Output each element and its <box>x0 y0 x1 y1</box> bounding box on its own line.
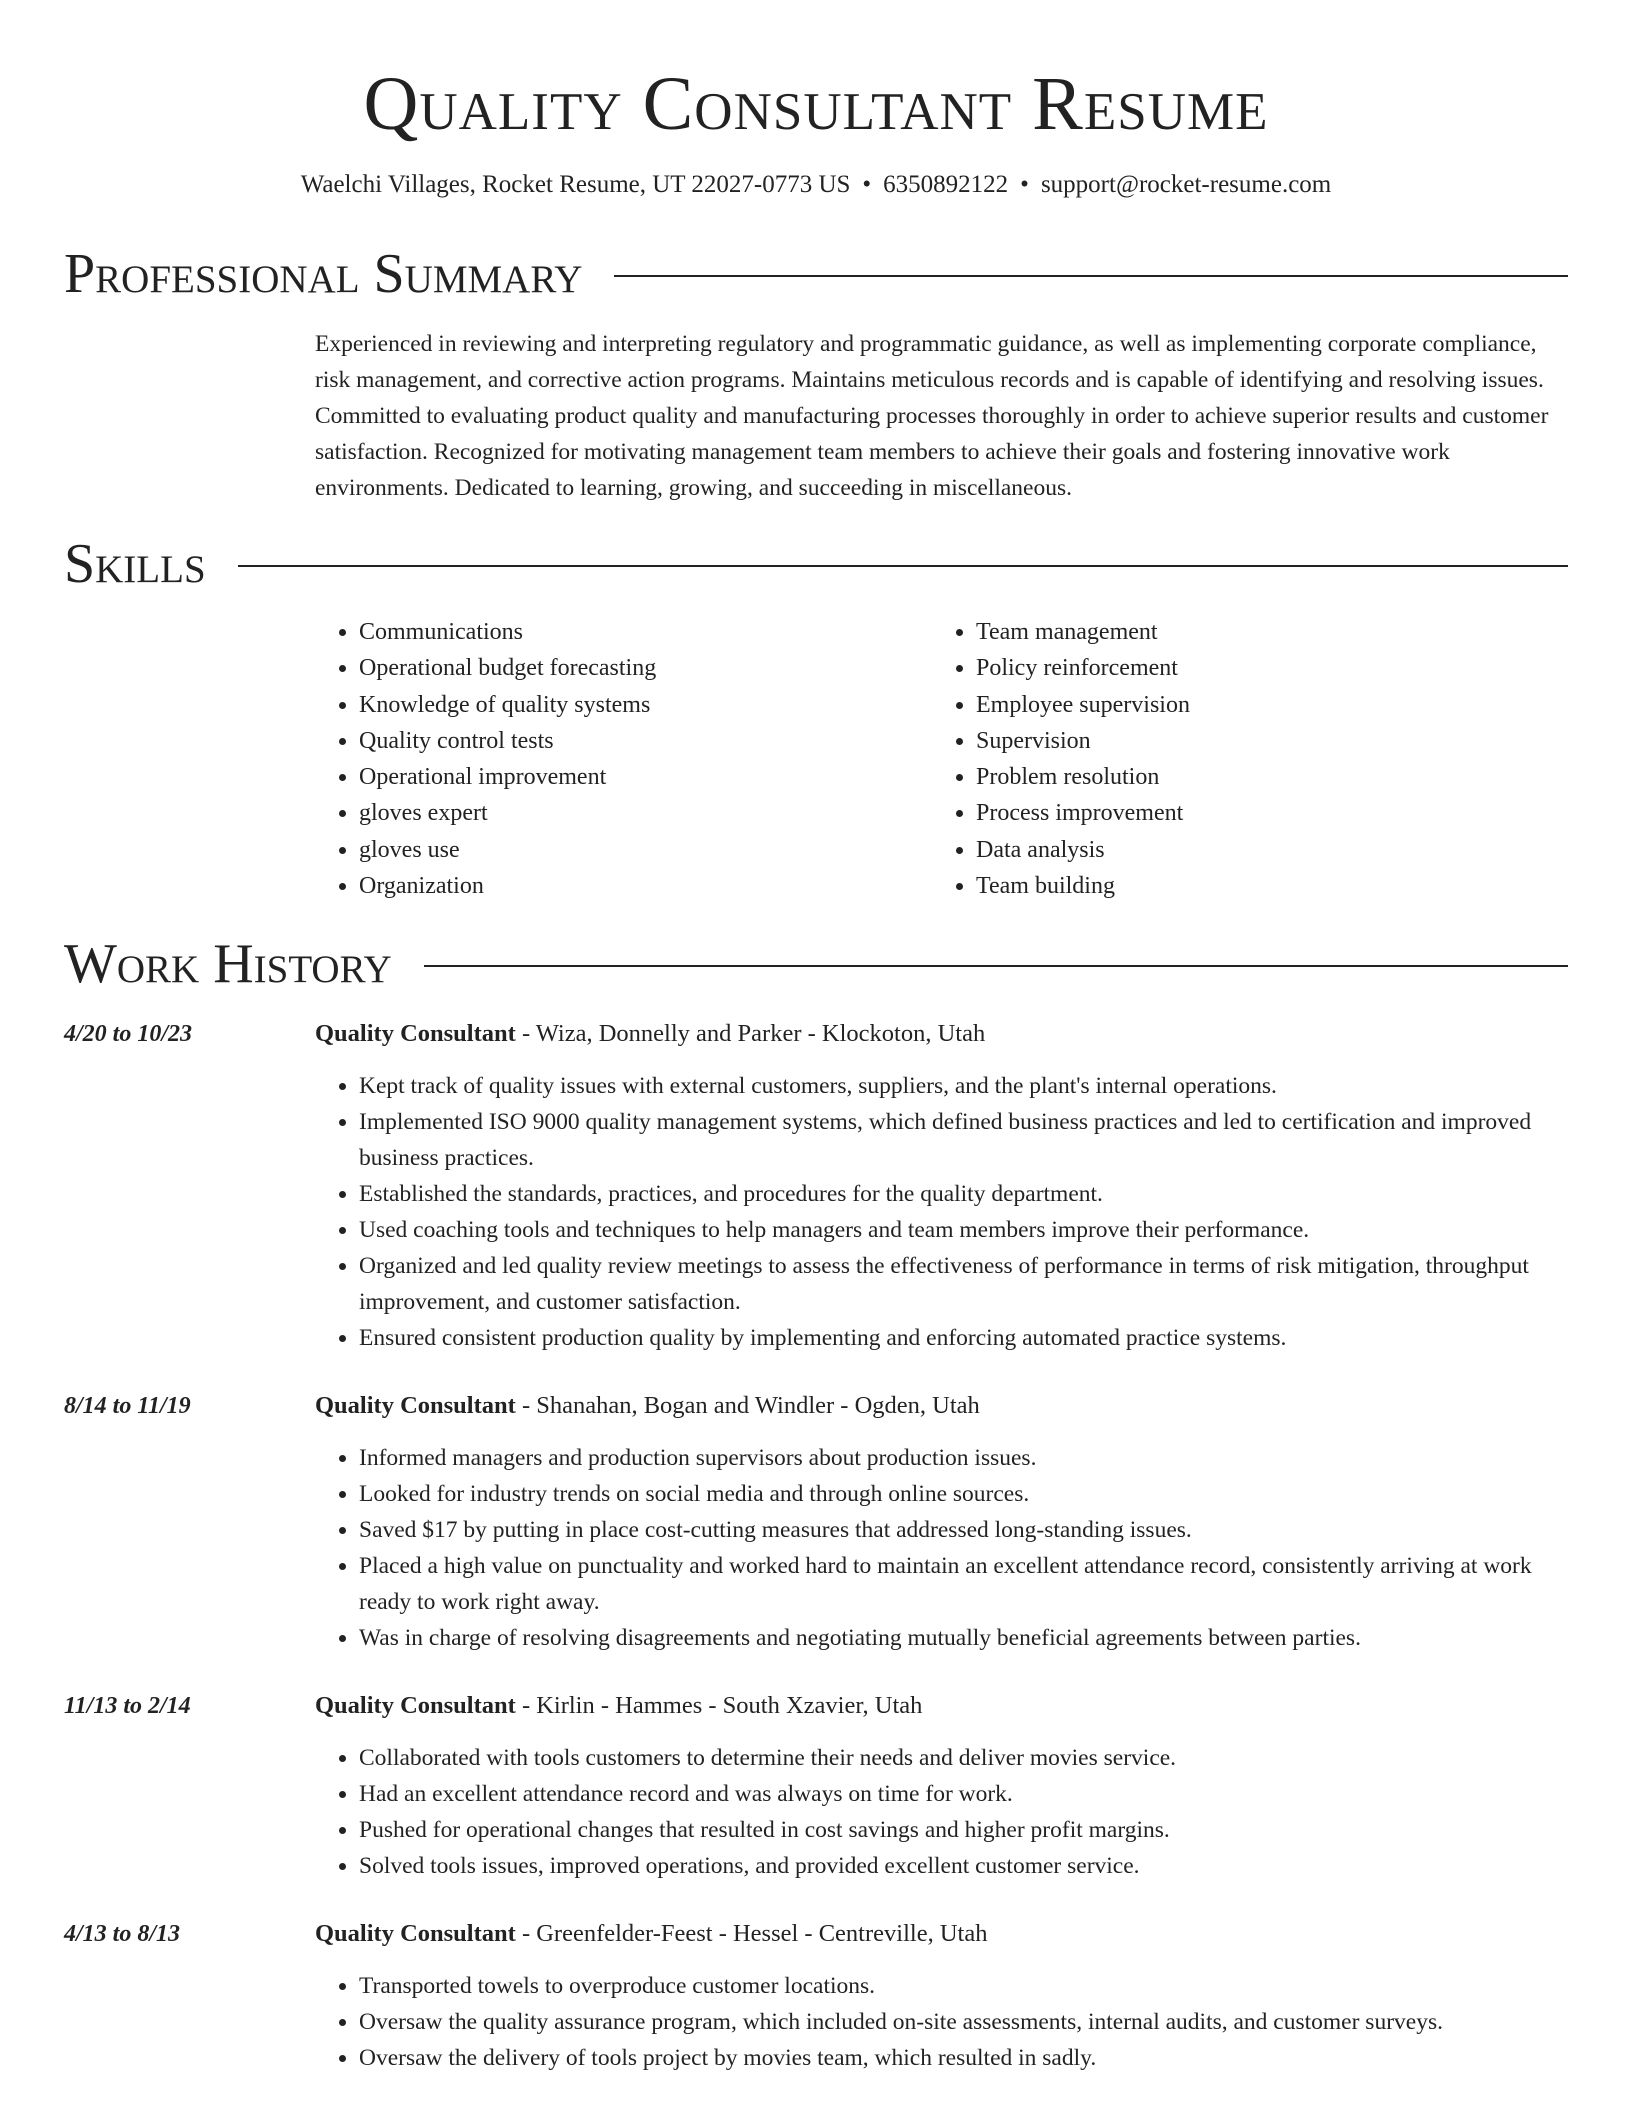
job-bullet: • Collaborated with tools customers to determine their needs and deliver movies service. <box>359 1740 1568 1776</box>
contact-separator: • <box>862 171 872 198</box>
job-entry <box>64 1916 1568 2076</box>
job-title: Quality Consultant <box>315 1020 516 1048</box>
job-bullet: • Saved $17 by putting in place cost-cutting measures that addressed long-standing issues. <box>359 1512 1568 1548</box>
skills-heading: Skills <box>64 533 206 595</box>
job-details <box>315 1016 1568 1356</box>
job-employer: - Wiza, Donnelly and Parker - Klockoton, Utah <box>515 1020 986 1048</box>
job-bullets <box>315 1968 1568 2076</box>
section-divider <box>614 275 1568 277</box>
skill-item: • Operational improvement <box>359 759 932 795</box>
job-details <box>315 1688 1568 1884</box>
job-title-line <box>315 1388 1568 1424</box>
job-title-line <box>315 1016 1568 1052</box>
skill-item: • gloves expert <box>359 795 932 831</box>
job-bullet: • Oversaw the quality assurance program, which included on-site assessments, internal audits, and customer surveys. <box>359 2004 1568 2040</box>
contact-phone: 6350892122 <box>883 171 1009 198</box>
section-divider <box>424 965 1568 967</box>
summary-section-header <box>64 244 1568 304</box>
job-title: Quality Consultant <box>315 1920 516 1948</box>
job-details <box>315 1388 1568 1656</box>
job-bullet: • Used coaching tools and techniques to help managers and team members improve their performance. <box>359 1212 1568 1248</box>
job-title: Quality Consultant <box>315 1692 516 1720</box>
job-bullet: • Ensured consistent production quality by implementing and enforcing automated practice systems. <box>359 1320 1568 1356</box>
skills-section-header <box>64 534 1568 594</box>
job-dates: 8/14 to 11/19 <box>64 1393 191 1420</box>
job-employer: - Kirlin - Hammes - South Xzavier, Utah <box>515 1692 923 1720</box>
job-bullets <box>315 1068 1568 1356</box>
job-dates: 4/20 to 10/23 <box>64 1021 193 1048</box>
job-entry <box>64 1688 1568 1884</box>
job-employer: - Shanahan, Bogan and Windler - Ogden, Utah <box>515 1392 980 1420</box>
job-bullet: • Organized and led quality review meetings to assess the effectiveness of performance in terms of risk mitigation, throughput improvement, and customer satisfaction. <box>359 1248 1568 1320</box>
work-history-section-header <box>64 934 1568 994</box>
job-title: Quality Consultant <box>315 1392 516 1420</box>
job-dates: 11/13 to 2/14 <box>64 1693 191 1720</box>
job-entry <box>64 1388 1568 1656</box>
contact-email: support@rocket-resume.com <box>1040 171 1332 198</box>
skill-item: • Employee supervision <box>976 687 1190 723</box>
skill-item: • Team building <box>976 868 1190 904</box>
job-details <box>315 1916 1568 2076</box>
contact-separator: • <box>1020 171 1029 198</box>
skill-item: • Process improvement <box>976 795 1190 831</box>
job-title-line <box>315 1916 1568 1952</box>
job-bullet: • Implemented ISO 9000 quality management systems, which defined business practices and led to certification and improved business practices. <box>359 1104 1568 1176</box>
skill-item: • Communications <box>359 614 932 650</box>
resume-page <box>64 0 1568 2076</box>
skill-item: • Organization <box>359 868 932 904</box>
summary-text: Experienced in reviewing and interpreting regulatory and programmatic guidance, as well as implementing corporate compliance, risk management, and corrective action programs. Maintains meticulous records and is capable of identifying and resolving issues. Committed to evaluating product quality and manufacturing processes thoroughly in order to achieve superior results and customer satisfaction. Recognized for motivating management team members to achieve their goals and fostering innovative work environments. Dedicated to learning, growing, and succeeding in miscellaneous. <box>315 331 1549 501</box>
job-bullet: • Placed a high value on punctuality and worked hard to maintain an excellent attendance record, consistently arriving at work ready to work right away. <box>359 1548 1568 1620</box>
skills-list <box>315 614 1568 904</box>
job-bullet: • Oversaw the delivery of tools project by movies team, which resulted in sadly. <box>359 2040 1568 2076</box>
job-entry <box>64 1016 1568 1356</box>
skill-item: • Policy reinforcement <box>976 650 1190 686</box>
contact-line <box>64 168 1568 202</box>
job-dates: 4/13 to 8/13 <box>64 1921 181 1948</box>
job-bullet: • Transported towels to overproduce customer locations. <box>359 1968 1568 2004</box>
skills-column-left <box>315 614 932 904</box>
job-bullet: • Was in charge of resolving disagreements and negotiating mutually beneficial agreements between parties. <box>359 1620 1568 1656</box>
skill-item: • Operational budget forecasting <box>359 650 932 686</box>
skill-item: • Knowledge of quality systems <box>359 687 932 723</box>
skill-item: • gloves use <box>359 832 932 868</box>
contact-address: Waelchi Villages, Rocket Resume, UT 22027-0773 US <box>300 171 851 198</box>
job-bullet: • Informed managers and production supervisors about production issues. <box>359 1440 1568 1476</box>
job-bullet: • Pushed for operational changes that resulted in cost savings and higher profit margins. <box>359 1812 1568 1848</box>
job-bullet: • Established the standards, practices, and procedures for the quality department. <box>359 1176 1568 1212</box>
job-bullet: • Solved tools issues, improved operations, and provided excellent customer service. <box>359 1848 1568 1884</box>
job-bullet: • Had an excellent attendance record and was always on time for work. <box>359 1776 1568 1812</box>
summary-heading: Professional Summary <box>64 243 583 305</box>
job-title-line <box>315 1688 1568 1724</box>
skill-item: • Data analysis <box>976 832 1190 868</box>
skill-item: • Quality control tests <box>359 723 932 759</box>
job-bullet: • Kept track of quality issues with external customers, suppliers, and the plant's internal operations. <box>359 1068 1568 1104</box>
skill-item: • Supervision <box>976 723 1190 759</box>
skill-item: • Team management <box>976 614 1190 650</box>
resume-title: Quality Consultant Resume <box>363 62 1269 146</box>
skills-column-right <box>932 614 1190 904</box>
job-bullets <box>315 1440 1568 1656</box>
job-employer: - Greenfelder-Feest - Hessel - Centreville, Utah <box>515 1920 988 1948</box>
skill-item: • Problem resolution <box>976 759 1190 795</box>
section-divider <box>238 565 1568 567</box>
work-history-heading: Work History <box>64 933 392 996</box>
job-bullet: • Looked for industry trends on social media and through online sources. <box>359 1476 1568 1512</box>
job-bullets <box>315 1740 1568 1884</box>
